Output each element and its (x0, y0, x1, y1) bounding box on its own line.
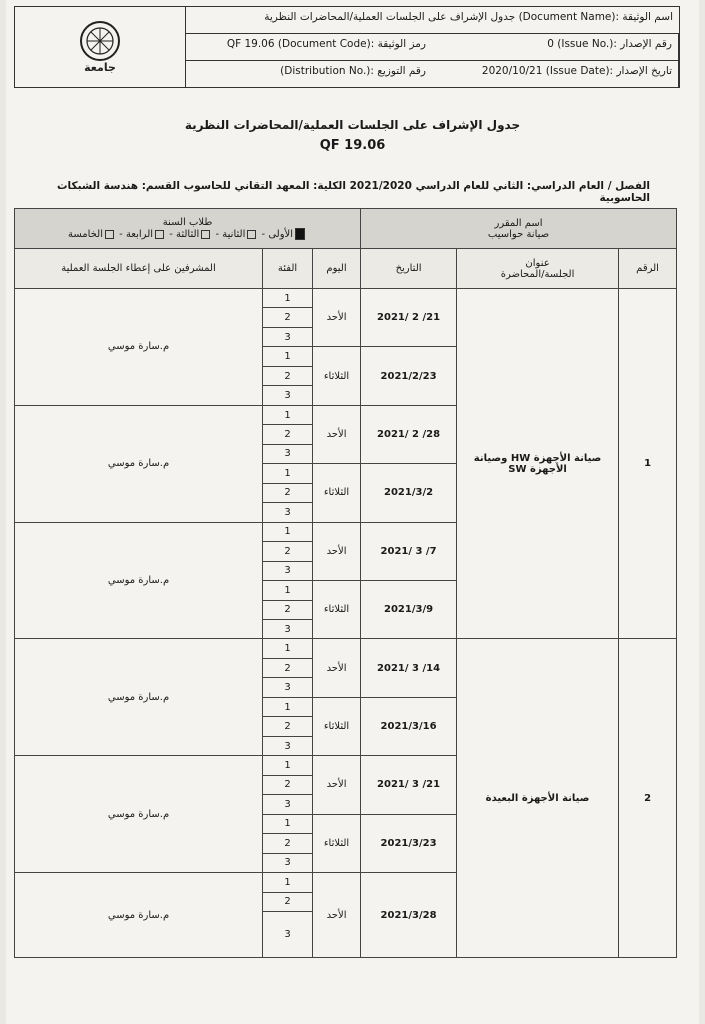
group-number: 1 (263, 347, 313, 366)
session-date: 2021/3/16 (361, 697, 457, 755)
group-number: 2 (263, 892, 313, 911)
group-number: 1 (263, 581, 313, 600)
group-number: 3 (263, 795, 313, 814)
col-header-title (457, 249, 619, 289)
year-fifth: الخامسة (68, 229, 103, 240)
group-number: 3 (263, 619, 313, 638)
doc-code-value: QF 19.06 (226, 38, 275, 50)
session-day: الأحد (313, 289, 361, 347)
group-number: 3 (263, 561, 313, 580)
group-number: 2 (263, 308, 313, 327)
group-number: 3 (263, 503, 313, 522)
group-number: 1 (263, 405, 313, 424)
session-date: 2021/ 2 /21 (361, 289, 457, 347)
session-day: الثلاثاء (313, 581, 361, 639)
session-date: 2021/ 3 /7 (361, 522, 457, 580)
doc-name-en: (Document Name): (518, 11, 620, 23)
issue-no-en: (Issue No.): (557, 38, 617, 50)
course-name-label: اسم المقرر (494, 217, 543, 229)
course-name-value: صيانة حواسيب (487, 228, 550, 240)
group-number: 1 (263, 697, 313, 716)
session-date: 2021/3/2 (361, 464, 457, 522)
issue-no-label: رقم الإصدار (620, 38, 672, 50)
group-number: 3 (263, 444, 313, 463)
distribution-label: رقم التوزيع (377, 65, 426, 77)
group-number: 1 (263, 756, 313, 775)
page-title: جدول الإشراف على الجلسات العملية/المحاضرات النظرية (184, 118, 521, 132)
group-number: 2 (263, 425, 313, 444)
supervisor-name: م.سارة موسي (15, 756, 263, 873)
checkbox-icon (105, 230, 114, 239)
session-date: 2021/ 2 /28 (361, 405, 457, 463)
student-year-options: الأولى - الثانية - الثالثة - الرابعة - الخامسة (15, 228, 360, 240)
student-year-cell (15, 209, 361, 249)
group-number: 3 (263, 327, 313, 346)
supervisor-name: م.سارة موسي (15, 289, 263, 406)
doc-code-en: (Document Code): (277, 38, 375, 50)
group-number: 1 (263, 873, 313, 892)
table-row (15, 639, 677, 658)
group-number: 2 (263, 483, 313, 502)
supervisor-name: م.سارة موسي (15, 522, 263, 639)
course-name-cell (361, 209, 677, 249)
session-day: الأحد (313, 405, 361, 463)
session-day: الأحد (313, 756, 361, 814)
university-logo-icon (68, 17, 132, 77)
distribution-field (186, 61, 432, 87)
col-header-group: الفئة (263, 249, 313, 289)
issue-date-value: 2020/10/21 (481, 65, 543, 77)
course-info-line: الفصل / العام الدراسي: الثاني للعام الدراسي 2021/2020 الكلية: المعهد التقاني للحاسوب القسم: هندسة الشبكات الحاسوبية (56, 180, 650, 204)
group-number: 1 (263, 464, 313, 483)
issue-no-value: 0 (547, 38, 554, 50)
session-date: 2021/ 3 /21 (361, 756, 457, 814)
group-number: 1 (263, 814, 313, 833)
supervisor-name: م.سارة موسي (15, 639, 263, 756)
session-day: الأحد (313, 639, 361, 697)
checkbox-icon (201, 230, 210, 239)
session-date: 2021/3/23 (361, 814, 457, 872)
group-number: 3 (263, 912, 313, 958)
group-number: 3 (263, 386, 313, 405)
session-topic: صيانة الأجهزة البعيدة (457, 639, 619, 958)
group-number: 1 (263, 289, 313, 308)
year-first: الأولى (268, 229, 294, 240)
group-number: 2 (263, 834, 313, 853)
table-row (15, 289, 677, 308)
group-number: 2 (263, 658, 313, 677)
supervisor-name: م.سارة موسي (15, 873, 263, 958)
logo-text: جامعة (84, 61, 116, 74)
col-header-date: التاريخ (361, 249, 457, 289)
session-date: 2021/2/23 (361, 347, 457, 405)
student-year-label: طلاب السنة (162, 217, 213, 228)
group-number: 1 (263, 522, 313, 541)
session-day: الثلاثاء (313, 347, 361, 405)
checkbox-checked-icon (295, 228, 305, 240)
group-number: 2 (263, 775, 313, 794)
session-day: الثلاثاء (313, 464, 361, 522)
session-day: الأحد (313, 873, 361, 958)
university-logo (15, 7, 186, 87)
session-topic: صيانة الأجهزة HW وصيانة الأجهزة SW (457, 289, 619, 639)
doc-name-label: اسم الوثيقة (622, 11, 673, 23)
issue-no-field (432, 34, 679, 60)
group-number: 2 (263, 717, 313, 736)
col-header-title-line2: الجلسة/المحاضرة (500, 268, 575, 280)
session-date: 2021/ 3 /14 (361, 639, 457, 697)
col-header-number: الرقم (619, 249, 677, 289)
issue-date-en: (Issue Date): (545, 65, 614, 77)
doc-code-label: رمز الوثيقة (377, 38, 426, 50)
session-day: الثلاثاء (313, 814, 361, 872)
col-header-title-line1: عنوان (525, 257, 550, 269)
group-number: 1 (263, 639, 313, 658)
year-third: الثالثة (176, 229, 200, 240)
session-date: 2021/3/9 (361, 581, 457, 639)
session-number: 1 (619, 289, 677, 639)
group-number: 3 (263, 678, 313, 697)
session-date: 2021/3/28 (361, 873, 457, 958)
document-header (14, 6, 680, 88)
session-number: 2 (619, 639, 677, 958)
checkbox-icon (155, 230, 164, 239)
group-number: 3 (263, 853, 313, 872)
supervisor-name: م.سارة موسي (15, 405, 263, 522)
issue-date-field (432, 61, 679, 87)
page-subtitle-code: QF 19.06 (319, 138, 386, 153)
doc-code-field (186, 34, 432, 60)
distribution-en: (Distribution No.): (280, 65, 374, 77)
col-header-supervisors: المشرفين على إعطاء الجلسة العملية (15, 249, 263, 289)
checkbox-icon (247, 230, 256, 239)
supervision-table (14, 208, 677, 958)
issue-date-label: تاريخ الإصدار (616, 65, 672, 77)
year-fourth: الرابعة (125, 229, 154, 240)
year-second: الثانية (222, 229, 246, 240)
group-number: 2 (263, 600, 313, 619)
group-number: 2 (263, 366, 313, 385)
session-day: الأحد (313, 522, 361, 580)
doc-name-field (186, 7, 679, 33)
group-number: 3 (263, 736, 313, 755)
doc-name-value: جدول الإشراف على الجلسات العملية/المحاضرات النظرية (264, 11, 516, 23)
session-day: الثلاثاء (313, 697, 361, 755)
group-number: 2 (263, 542, 313, 561)
col-header-day: اليوم (313, 249, 361, 289)
